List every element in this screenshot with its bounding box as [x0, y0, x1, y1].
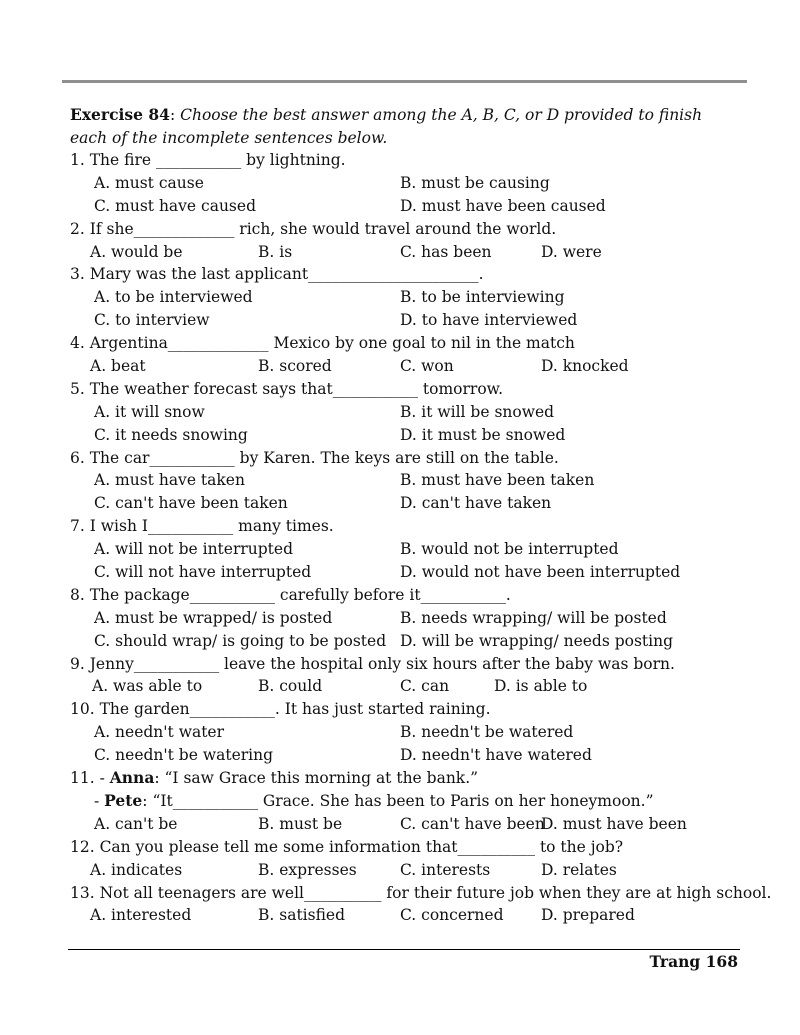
option-d: D. relates: [541, 860, 617, 879]
dialogue-line: : “I saw Grace this morning at the bank.”: [154, 769, 479, 788]
question-2-options: [70, 241, 730, 264]
option-c: C. it needs snowing: [94, 425, 248, 444]
option-b: B. scored: [258, 357, 332, 376]
option-d: D. would not have been interrupted: [400, 563, 681, 582]
dialogue-dash: -: [94, 791, 105, 810]
exercise-heading: Exercise 84: Choose the best answer among the A, B, C, or D provided to finish each of the incomplete sentences below.: [70, 105, 703, 147]
option-c: C. needn't be watering: [94, 746, 274, 765]
option-d: D. must have been caused: [400, 196, 606, 215]
option-c: C. can't have been taken: [94, 494, 288, 513]
option-d: D. must have been: [541, 814, 687, 833]
question-10-stem: 10. The garden___________. It has just started raining.: [70, 700, 491, 719]
question-3-options-ab: [70, 286, 730, 309]
option-d: D. it must be snowed: [400, 425, 566, 444]
option-a: A. needn't water: [94, 723, 225, 742]
question-list: [70, 149, 772, 927]
option-d: D. to have interviewed: [400, 311, 578, 330]
exercise-content: [70, 104, 772, 927]
exercise-label: Exercise 84: [70, 105, 170, 124]
option-c: C. concerned: [400, 906, 504, 925]
question-12-stem: 12. Can you please tell me some information that__________ to the job?: [70, 837, 624, 856]
question-10-options-ab: [70, 721, 730, 744]
question-5-options-cd: [70, 424, 730, 447]
question-6-options-ab: [70, 469, 730, 492]
question-5-stem: 5. The weather forecast says that___________ tomorrow.: [70, 379, 504, 398]
option-b: B. must be causing: [400, 173, 550, 192]
question-10-options-cd: [70, 744, 730, 767]
question-9-stem: 9. Jenny___________ leave the hospital only six hours after the baby was born.: [70, 654, 675, 673]
option-c: C. can: [400, 677, 450, 696]
speaker-name: Pete: [104, 790, 143, 810]
option-a: A. must cause: [94, 173, 204, 192]
footer-rule: [68, 949, 740, 950]
question-4-options: [70, 355, 730, 378]
option-b: B. needs wrapping/ will be posted: [400, 608, 667, 627]
option-c: C. to interview: [94, 311, 210, 330]
question-3-stem: 3. Mary was the last applicant______________________.: [70, 265, 484, 284]
option-d: D. were: [541, 242, 602, 261]
option-c: C. should wrap/ is going to be posted: [94, 631, 387, 650]
option-a: A. beat: [90, 357, 146, 376]
question-5-options-ab: [70, 401, 730, 424]
question-8-options-ab: [70, 607, 730, 630]
option-c: C. must have caused: [94, 196, 256, 215]
option-a: A. to be interviewed: [94, 288, 253, 307]
question-1-options-cd: [70, 195, 730, 218]
option-b: B. would not be interrupted: [400, 540, 619, 559]
option-b: B. is: [258, 242, 293, 261]
option-c: C. can't have been: [400, 814, 545, 833]
option-d: D. prepared: [541, 906, 635, 925]
question-11-number: 11. -: [70, 769, 110, 788]
question-4-stem: 4. Argentina_____________ Mexico by one goal to nil in the match: [70, 334, 575, 353]
option-a: A. must have taken: [94, 471, 245, 490]
question-11-dialogue: [70, 790, 730, 813]
top-rule: [62, 80, 747, 83]
option-d: D. can't have taken: [400, 494, 552, 513]
question-7-options-cd: [70, 561, 730, 584]
option-b: B. could: [258, 677, 323, 696]
option-a: A. would be: [90, 242, 183, 261]
option-d: D. needn't have watered: [400, 746, 592, 765]
option-b: B. expresses: [258, 860, 357, 879]
question-13-options: [70, 904, 730, 927]
option-a: A. must be wrapped/ is posted: [94, 608, 333, 627]
option-b: B. needn't be watered: [400, 723, 574, 742]
option-d: D. is able to: [494, 677, 588, 696]
option-c: C. has been: [400, 242, 492, 261]
option-a: A. was able to: [92, 677, 203, 696]
option-a: A. it will snow: [94, 402, 205, 421]
option-c: C. will not have interrupted: [94, 563, 312, 582]
option-a: A. interested: [90, 906, 192, 925]
question-9-options: [70, 675, 730, 698]
question-1-options-ab: [70, 172, 730, 195]
question-6-options-cd: [70, 492, 730, 515]
option-d: D. will be wrapping/ needs posting: [400, 631, 674, 650]
option-c: C. interests: [400, 860, 491, 879]
option-b: B. to be interviewing: [400, 288, 565, 307]
option-d: D. knocked: [541, 357, 629, 376]
question-7-stem: 7. I wish I___________ many times.: [70, 517, 334, 536]
option-a: A. indicates: [90, 860, 183, 879]
option-b: B. must be: [258, 814, 343, 833]
question-12-options: [70, 859, 730, 882]
question-2-stem: 2. If she_____________ rich, she would travel around the world.: [70, 219, 557, 238]
question-11-options: [70, 813, 730, 836]
exercise-instruction: Choose the best answer among the A, B, C, or D provided to finish each of the incomplete sentences below.: [70, 106, 703, 147]
option-a: A. can't be: [94, 814, 178, 833]
option-a: A. will not be interrupted: [94, 540, 293, 559]
page-number: Trang 168: [649, 952, 738, 971]
question-1-stem: 1. The fire ___________ by lightning.: [70, 151, 346, 169]
question-3-options-cd: [70, 309, 730, 332]
question-6-stem: 6. The car___________ by Karen. The keys are still on the table.: [70, 448, 559, 467]
question-8-stem: 8. The package___________ carefully before it___________.: [70, 585, 511, 604]
question-7-options-ab: [70, 538, 730, 561]
question-8-options-cd: [70, 630, 730, 653]
question-13-stem: 13. Not all teenagers are well__________ for their future job when they are at high school.: [70, 883, 772, 902]
option-c: C. won: [400, 357, 454, 376]
dialogue-line: : “It___________ Grace. She has been to Paris on her honeymoon.”: [142, 791, 654, 810]
option-b: B. satisfied: [258, 906, 346, 925]
option-b: B. it will be snowed: [400, 402, 555, 421]
option-b: B. must have been taken: [400, 471, 595, 490]
speaker-name: Anna: [109, 768, 155, 788]
question-11-stem: [70, 767, 730, 790]
